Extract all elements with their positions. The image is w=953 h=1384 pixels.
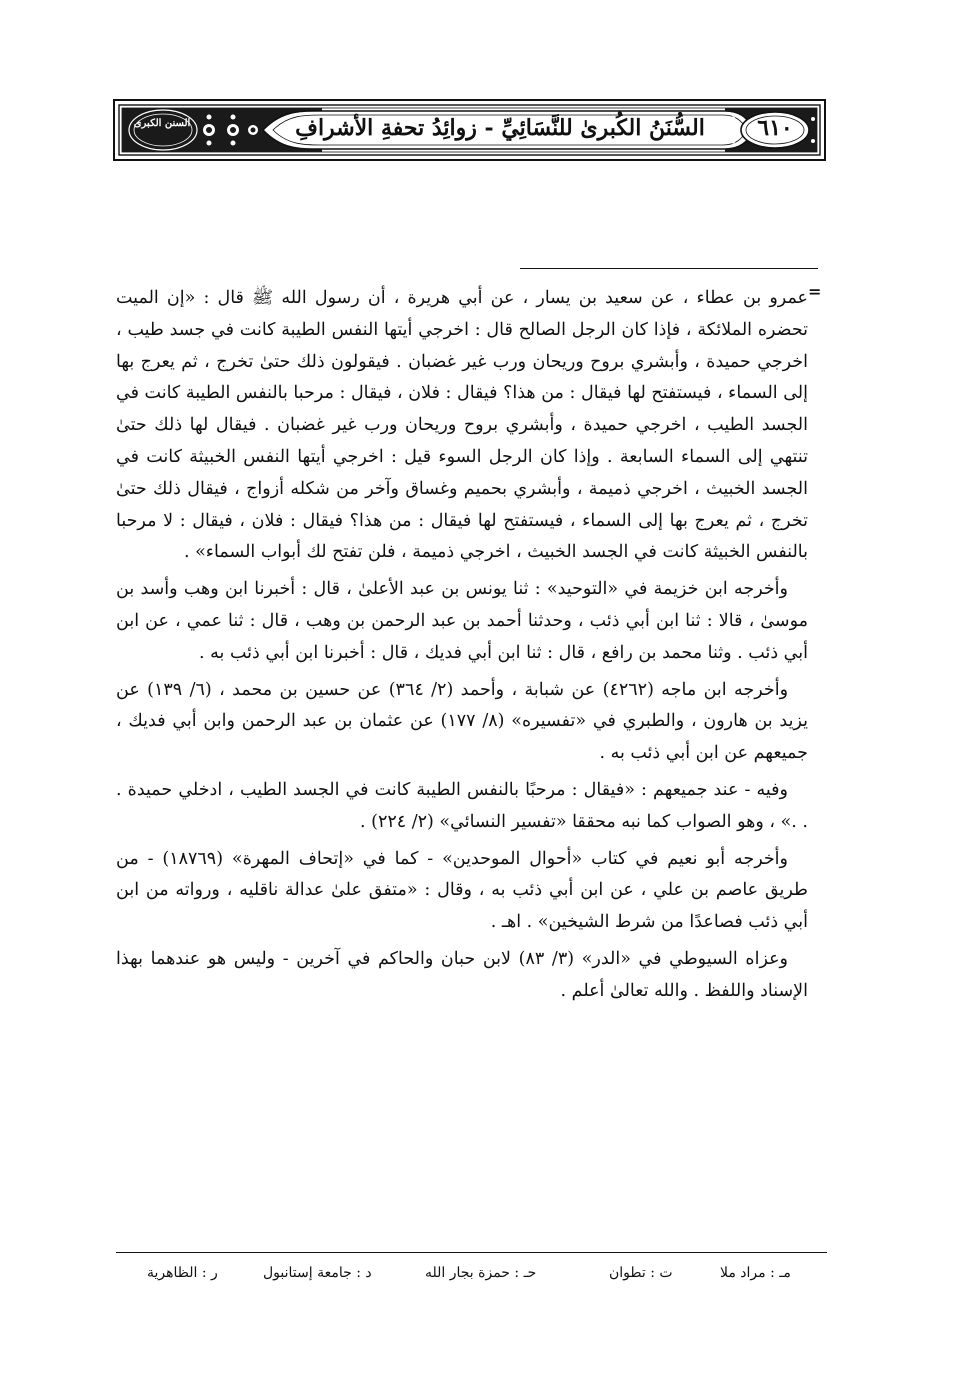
publisher-logo: السنن الكبرى xyxy=(133,118,191,129)
continuation-mark: = xyxy=(808,282,822,301)
siglum-hamza-bijarallah: حـ : حمزة بجار الله xyxy=(425,1265,537,1281)
page-number: ٦١٠ xyxy=(757,115,793,141)
book-title: السُّنَنُ الكُبرىٰ للنَّسَائِيِّ - زوائِدُ تحفةِ الأشرافِ xyxy=(295,115,705,141)
siglum-murad-molla: مـ : مراد ملا xyxy=(720,1265,791,1281)
paragraph-abu-nuaym: وأخرجه أبو نعيم في كتاب «أحوال الموحدين» - كما في «إتحاف المهرة» (١٨٧٦٩) - من طريق عاصم بن علي ، عن ابن أبي ذئب به ، وقال : «متفق علىٰ عدالة ناقليه ، ورواته من ابن أبي ذئب فصاعدًا من شرط الشيخين» . اهـ . xyxy=(116,848,808,933)
siglum-zahiriyya: ر : الظاهرية xyxy=(147,1265,218,1281)
paragraph-ibn-majah: وأخرجه ابن ماجه (٤٢٦٢) عن شبابة ، وأحمد (٢/ ٣٦٤) عن حسين بن محمد ، (٦/ ١٣٩) عن يزيد بن هارون ، والطبري في «تفسيره» (٨/ ١٧٧) عن عثمان بن عبد الرحمن وابن أبي فديك ، جميعهم عن ابن أبي ذئب به . xyxy=(116,679,808,764)
footnote-body xyxy=(116,283,808,1008)
footnote-separator xyxy=(520,268,818,269)
paragraph-ibn-khuzayma: وأخرجه ابن خزيمة في «التوحيد» : ثنا يونس بن عبد الأعلىٰ ، قال : أخبرنا ابن وهب وأسد بن موسىٰ ، قالا : ثنا ابن أبي ذئب ، وحدثنا أحمد بن عبد الرحمن بن وهب ، قال : ثنا عمي ، عن ابن أبي ذئب . وثنا محمد بن رافع ، قال : ثنا ابن أبي فديك ، قال : أخبرنا ابن أبي ذئب به . xyxy=(116,579,808,663)
siglum-tetouan: ت : تطوان xyxy=(609,1265,673,1281)
siglum-istanbul-university: د : جامعة إستانبول xyxy=(263,1265,372,1281)
paragraph-suyuti: وعزاه السيوطي في «الدر» (٣/ ٨٣) لابن حبان والحاكم في آخرين - وليس هو عندهما بهذا الإسناد واللفظ . والله تعالىٰ أعلم . xyxy=(116,948,808,1001)
paragraph-note: وفيه - عند جميعهم : «فيقال : مرحبًا بالنفس الطيبة كانت في الجسد الطيب ، ادخلي حميدة . . .» ، وهو الصواب كما نبه محققا «تفسير النسائي» (٢/ ٢٢٤) . xyxy=(116,779,808,832)
footer-separator xyxy=(116,1252,827,1253)
paragraph-hadith-text: عمرو بن عطاء ، عن سعيد بن يسار ، عن أبي هريرة ، أن رسول الله ﷺ قال : «إن الميت تحضره الملائكة ، فإذا كان الرجل الصالح قال : اخرجي أيتها النفس الطيبة كانت في جسد طيب ، اخرجي حميدة ، وأبشري بروح وريحان ورب غير غضبان . فيقولون ذلك حتىٰ تخرج ، ثم يعرج بها إلى السماء ، فيستفتح لها فيقال : من هذا؟ فيقال : فلان ، فيقال : مرحبا بالنفس الطيبة كانت في الجسد الطيب ، اخرجي حميدة ، وأبشري بروح وريحان ورب غير غضبان . فيقال لها ذلك حتىٰ تنتهي إلى السماء السابعة . وإذا كان الرجل السوء قيل : اخرجي أيتها النفس الخبيثة كانت في الجسد الخبيث ، اخرجي ذميمة ، وأبشري بحميم وغساق وآخر من شكله أزواج ، فيقال ذلك حتىٰ تخرج ، ثم يعرج بها إلى السماء ، فيستفتح لها فيقال : من هذا؟ فيقال : فلان ، فيقال : لا مرحبا بالنفس الخبيثة كانت في الجسد الخبيث ، اخرجي ذميمة ، فلن تفتح لك أبواب السماء» . xyxy=(116,288,808,563)
